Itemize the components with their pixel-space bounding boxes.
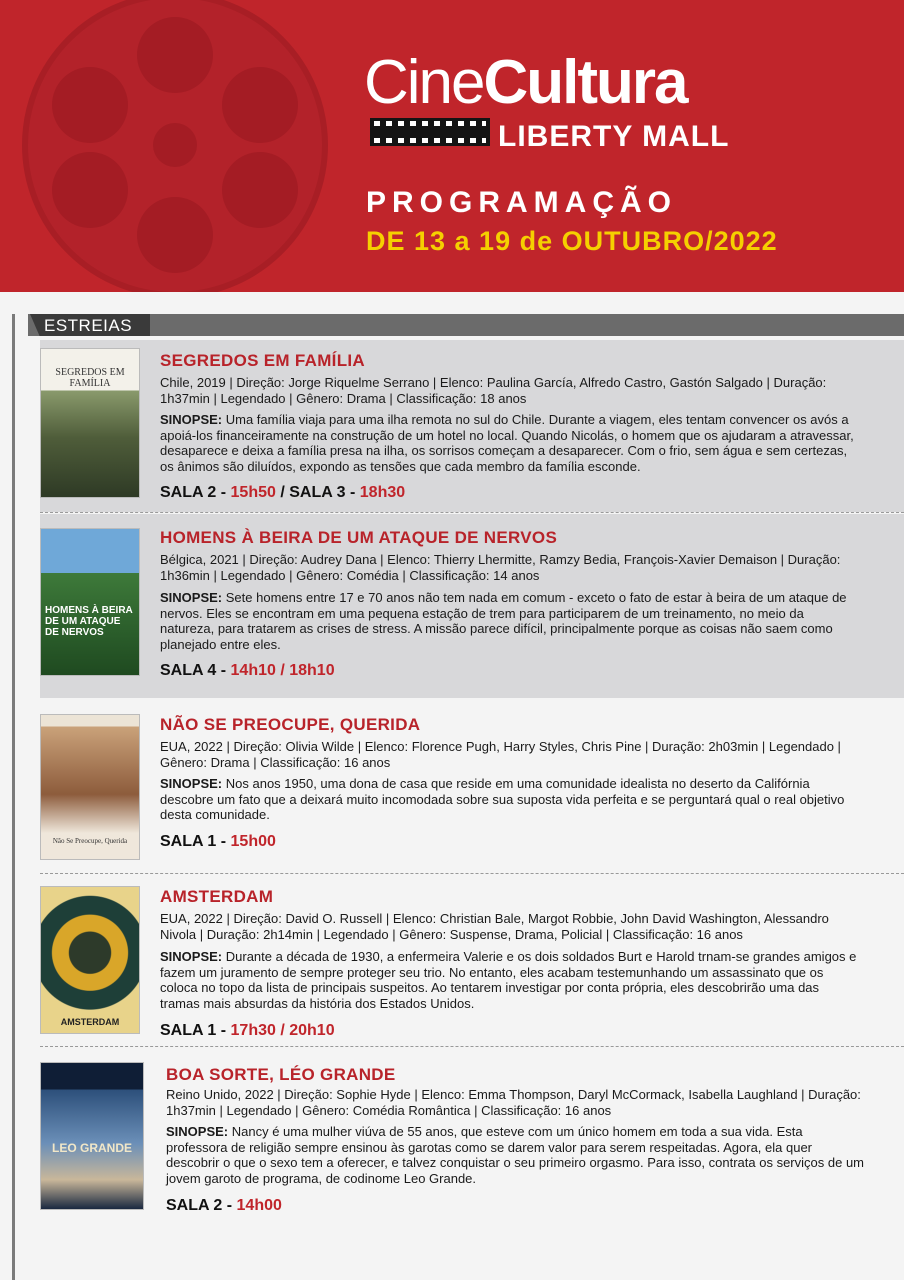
- session-time: 17h30 / 20h10: [230, 1022, 335, 1039]
- poster-title: LEO GRANDE: [51, 1141, 132, 1155]
- session-room: SALA 2 -: [166, 1197, 237, 1214]
- session-room: SALA 4 -: [160, 662, 231, 679]
- synopsis-text: Nancy é uma mulher viúva de 55 anos, que esteve com um único homem em toda a sua vida. Esta professora de religião sempre ensinou às garotas como se darem valor para serem respeitadas. Agora, ela quer descobrir o que o sexo tem a oferecer, e talvez conquistar o seu primeiro orgasmo. Para isso, contrata os serviços de um jovem garoto de programa, de codinome Leo Grande.: [166, 1124, 865, 1186]
- session-time: 18h30: [359, 484, 406, 501]
- session-room: / SALA 3 -: [275, 484, 360, 501]
- divider: [40, 873, 904, 874]
- movie-synopsis: [160, 412, 860, 474]
- logo-wordmark: [364, 48, 687, 117]
- movie-info: Reino Unido, 2022 | Direção: Sophie Hyde | Elenco: Emma Thompson, Daryl McCormack, Isabella Laughland | Duração: 1h37min | Legendado | Gênero: Comédia Romântica | Classificação: 16 anos: [166, 1087, 861, 1118]
- section-label: ESTREIAS: [44, 316, 133, 335]
- movie-sessions: [160, 484, 405, 502]
- movie-poster: [40, 886, 140, 1034]
- session-time: 14h10 / 18h10: [230, 662, 335, 679]
- session-room: SALA 2 -: [160, 484, 231, 501]
- synopsis-text: Nos anos 1950, uma dona de casa que reside em uma comunidade idealista no deserto da Califórnia descobre um fato que a deixará muito incomodada sobre sua suposta vida perfeita e se perguntará qual o real objetivo desta comunidade.: [160, 776, 845, 822]
- movie-title: BOA SORTE, LÉO GRANDE: [166, 1065, 396, 1084]
- session-room: SALA 1 -: [160, 1022, 231, 1039]
- synopsis-text: Uma família viaja para uma ilha remota no sul do Chile. Durante a viagem, eles tentam convencer os avós a apoiá-los financeiramente na construção de um hotel no local. Quando Nicolás, o homem que os ajudaram a atravessar, desaparece e deixa a família presa na ilha, os sorrisos começam a desaparecer. Com o frio, sem água e sem certezas, os ânimos são diluídos, expondo as tensões que cada membro da família esconde.: [160, 412, 854, 474]
- divider: [40, 512, 904, 513]
- movie-poster: [40, 528, 140, 676]
- movie-info: Bélgica, 2021 | Direção: Audrey Dana | Elenco: Thierry Lhermitte, Ramzy Bedia, François-Xavier Demaison | Duração: 1h36min | Legendado | Gênero: Comédia | Classificação: 14 anos: [160, 552, 841, 583]
- movie-sessions: [160, 1022, 335, 1040]
- movie-title: AMSTERDAM: [160, 887, 274, 906]
- synopsis-label: SINOPSE:: [166, 1124, 229, 1139]
- movie-title: HOMENS À BEIRA DE UM ATAQUE DE NERVOS: [160, 528, 558, 547]
- logo-mall: LIBERTY MALL: [498, 120, 730, 153]
- movie-synopsis: [160, 949, 860, 1011]
- synopsis-text: Sete homens entre 17 e 70 anos não tem nada em comum - exceto o fato de estar à beira de um ataque de nervos. Eles se encontram em uma pequena estação de trem para participarem de um treinamento, no meio da natureza, para tratarem as crises de stress. A missão parece difícil, principalmente porque as coisas não saem como planejado entre eles.: [160, 590, 847, 652]
- session-room: SALA 1 -: [160, 833, 231, 850]
- date-range: DE 13 a 19 de OUTUBRO/2022: [366, 226, 778, 256]
- synopsis-label: SINOPSE:: [160, 412, 223, 427]
- poster-title: SEGREDOS EM FAMÍLIA: [55, 367, 125, 389]
- session-time: 15h50: [230, 484, 276, 501]
- movie-sessions: [160, 662, 335, 680]
- movie-title: SEGREDOS EM FAMÍLIA: [160, 351, 365, 370]
- movie-sessions: [166, 1197, 282, 1215]
- poster-title: AMSTERDAM: [60, 1017, 120, 1027]
- movie-poster: [40, 714, 140, 860]
- logo-cultura: Cultura: [483, 48, 687, 117]
- movie-info: EUA, 2022 | Direção: David O. Russell | Elenco: Christian Bale, Margot Robbie, John David Washington, Alessandro Nivola | Duração: 2h14min | Legendado | Gênero: Suspense, Drama, Policial | Classificação: 16 anos: [160, 911, 829, 942]
- synopsis-label: SINOPSE:: [160, 949, 223, 964]
- header-banner: [0, 0, 904, 292]
- movie-card: [40, 1050, 904, 1220]
- movie-info: Chile, 2019 | Direção: Jorge Riquelme Serrano | Elenco: Paulina García, Alfredo Castro, Gastón Salgado | Duração: 1h37min | Legendado | Gênero: Drama | Classificação: 18 anos: [160, 375, 827, 406]
- movie-sessions: [160, 833, 276, 851]
- movie-poster: [40, 348, 140, 498]
- synopsis-text: Durante a década de 1930, a enfermeira Valerie e os dois soldados Burt e Harold trnam-se grandes amigos e fazem um juramento de sempre proteger seu trio. No entanto, eles acabam testemunhando um assassinato que os coloca no topo da lista de principais suspeitos. Ao tentarem investigar por conta própria, eles descobrirão uma das tramas mais absurdas da história dos Estados Unidos.: [160, 949, 857, 1011]
- session-time: 15h00: [230, 833, 276, 850]
- film-reel-icon: [10, 0, 340, 292]
- logo-cine: Cine: [364, 48, 484, 117]
- movie-card: [40, 514, 904, 698]
- page-title: PROGRAMAÇÃO: [366, 186, 677, 219]
- session-time: 14h00: [236, 1197, 282, 1214]
- movie-synopsis: [166, 1124, 866, 1186]
- movie-synopsis: [160, 776, 860, 823]
- synopsis-label: SINOPSE:: [160, 590, 223, 605]
- movie-synopsis: [160, 590, 860, 652]
- movie-title: NÃO SE PREOCUPE, QUERIDA: [160, 715, 421, 734]
- section-bar: [28, 314, 904, 336]
- left-divider: [12, 314, 15, 1280]
- poster-title: HOMENS À BEIRA DE UM ATAQUE DE NERVOS: [45, 605, 133, 638]
- poster-title: Não Se Preocupe, Querida: [52, 837, 128, 845]
- divider: [40, 1046, 904, 1047]
- synopsis-label: SINOPSE:: [160, 776, 223, 791]
- movie-info: EUA, 2022 | Direção: Olivia Wilde | Elenco: Florence Pugh, Harry Styles, Chris Pine | Duração: 2h03min | Legendado | Gênero: Drama | Classificação: 16 anos: [160, 739, 841, 770]
- movie-card: [40, 700, 904, 870]
- movie-card: [40, 876, 904, 1042]
- filmstrip-icon: [370, 118, 490, 146]
- movie-card: [40, 340, 904, 512]
- movie-poster: [40, 1062, 144, 1210]
